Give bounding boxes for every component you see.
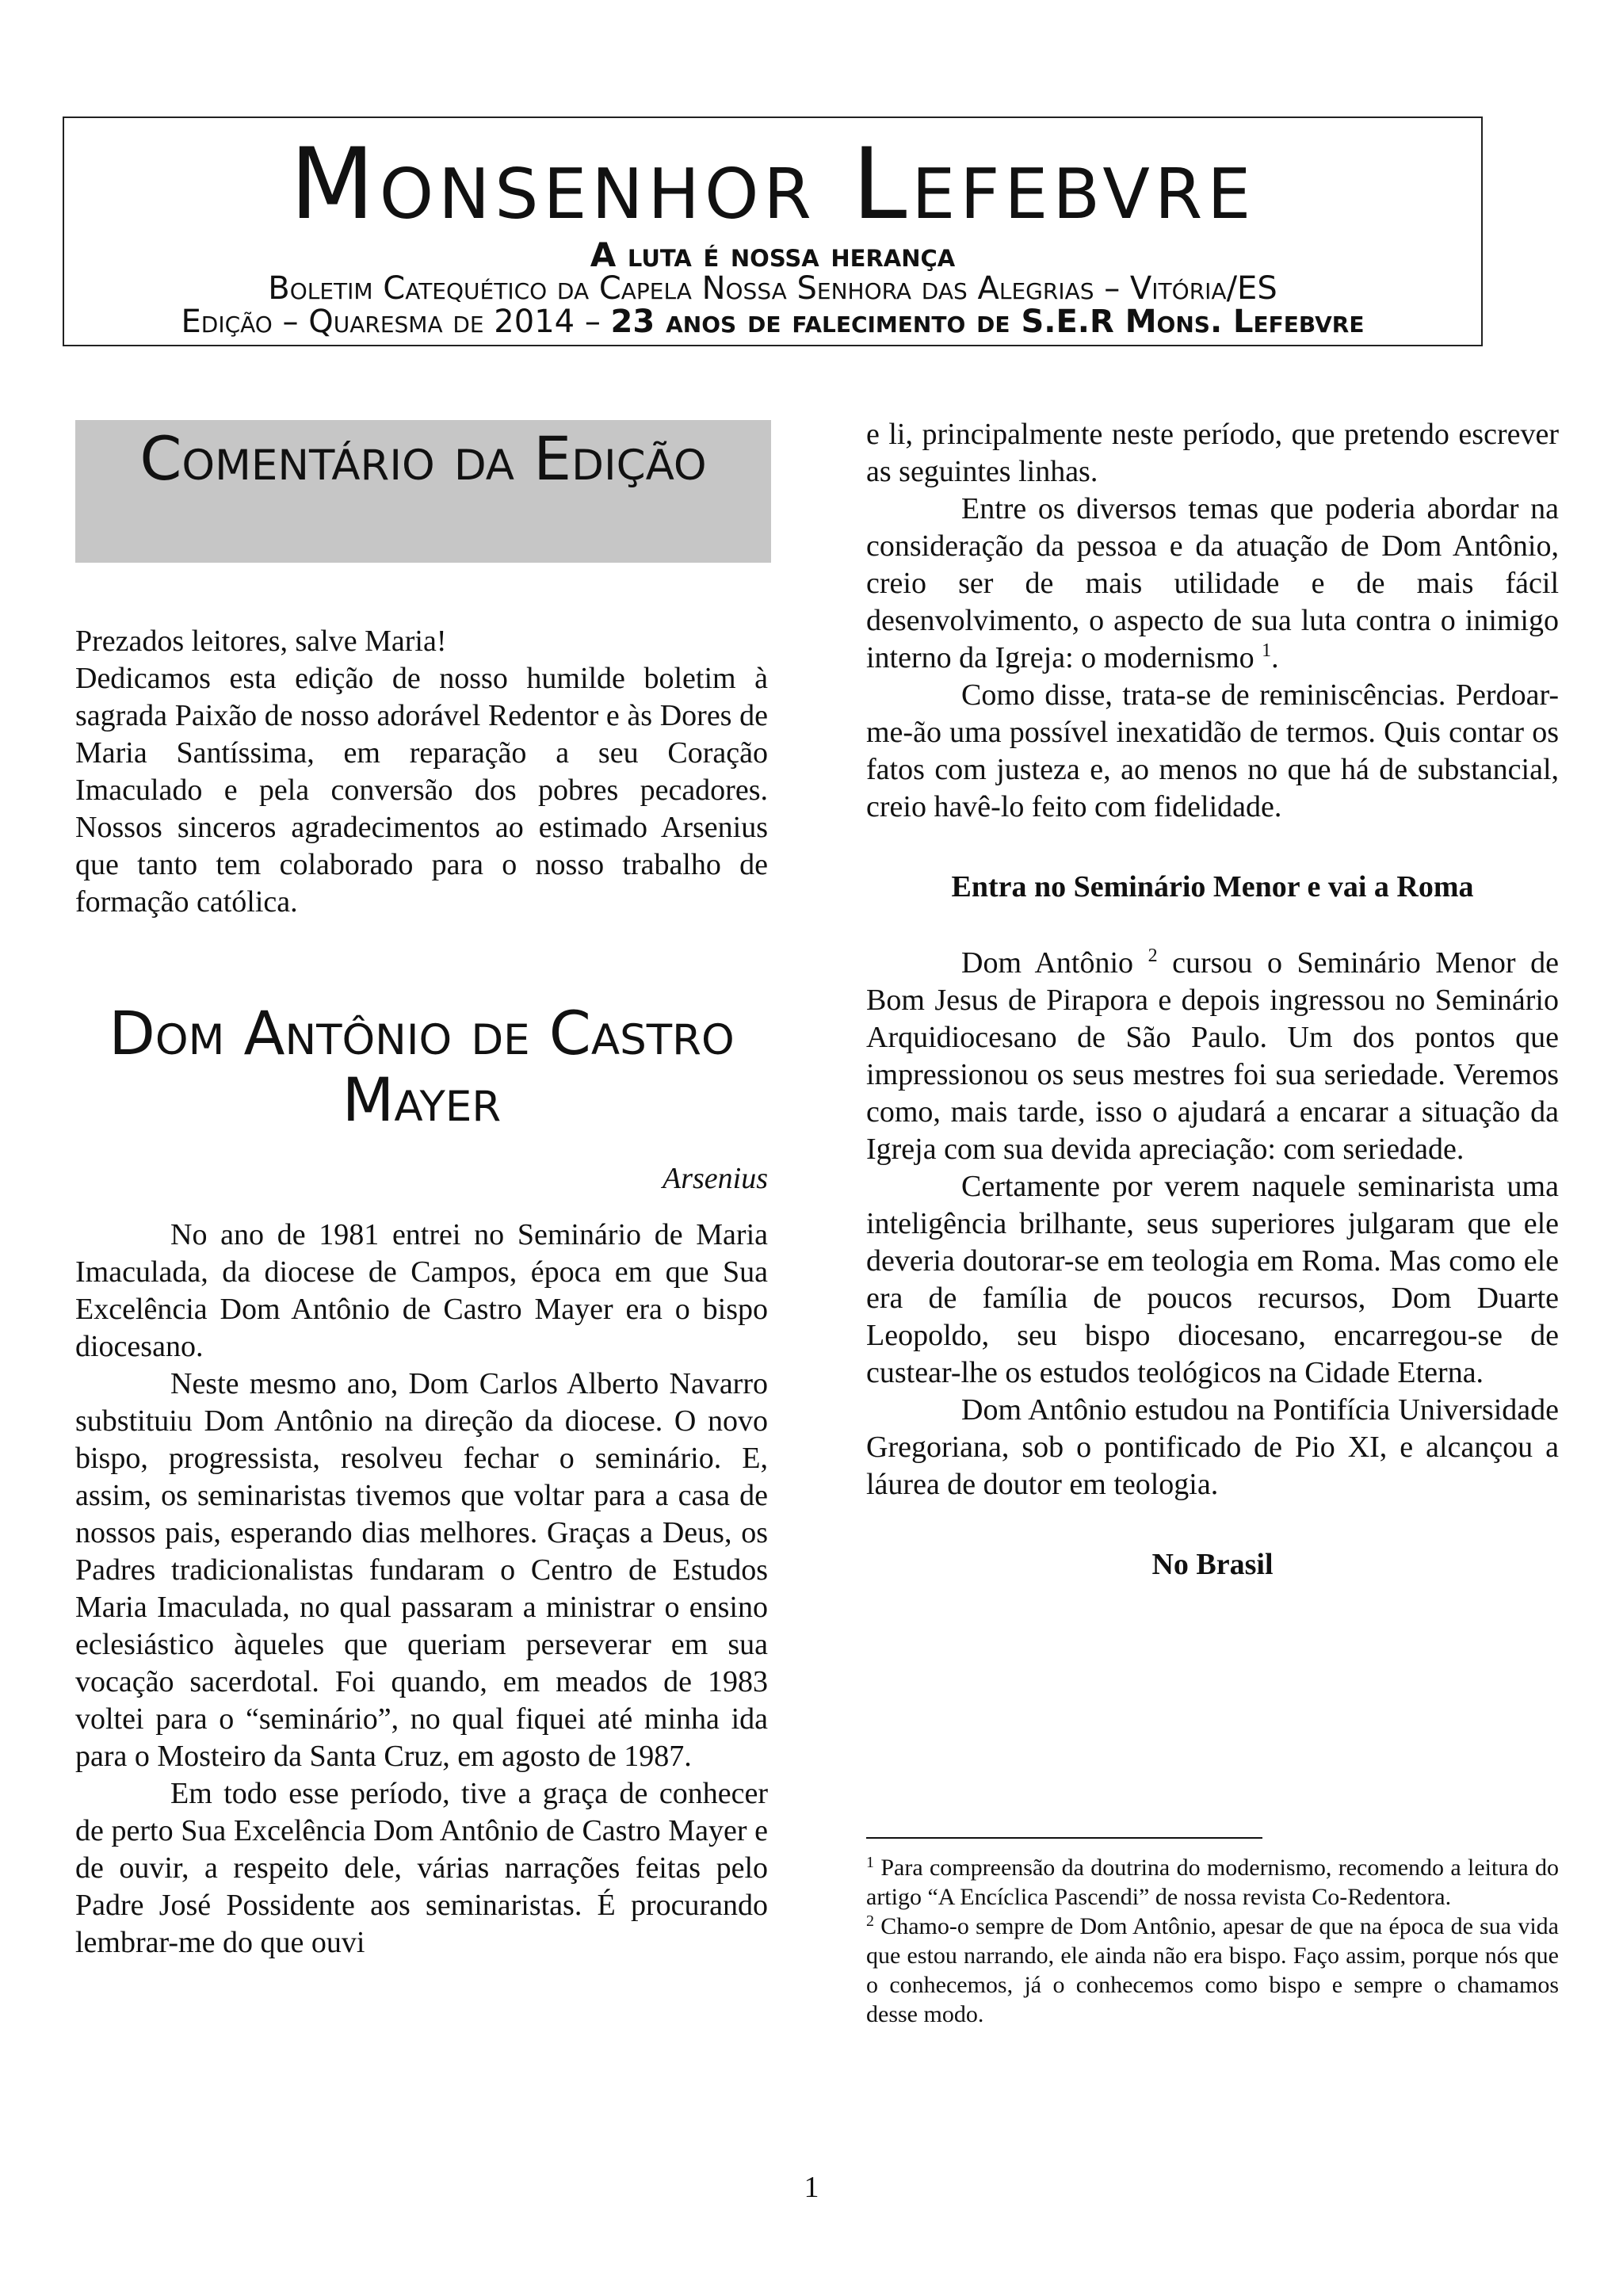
page-number: 1 <box>804 2171 819 2204</box>
bulletin-subtitle: Boletim Catequético da Capela Nossa Senhora das Alegrias – Vitória/ES <box>268 270 1277 307</box>
paragraph-end: . <box>1271 641 1279 674</box>
paragraph-start: Dom Antônio <box>961 946 1148 980</box>
seminary-paragraph-1 <box>866 945 1559 1168</box>
footnote-ref-1[interactable]: 1 <box>1262 640 1272 661</box>
paragraph-text: Entre os diversos temas que poderia abordar na consideração da pessoa e da atuação de Dom Antônio, creio ser de mais utilidade e de mais fácil desenvolvimento, o aspecto de sua luta contra o inimigo interno da Igreja: o modernismo <box>866 492 1559 674</box>
article-continuation: e li, principalmente neste período, que pretendo escrever as seguintes linhas. <box>866 418 1559 488</box>
masthead <box>63 117 1483 346</box>
paragraph-rest: cursou o Seminário Menor de Bom Jesus de Pirapora e depois ingressou no Seminário Arquidiocesano de São Paulo. Um dos pontos que impressionou os seus mestres foi sua seriedade. Veremos como, mais tarde, isso o ajudará a encarar a situação da Igreja com sua devida apreciação: com seriedade. <box>866 946 1559 1166</box>
edition-line <box>64 305 1481 338</box>
footnotes <box>866 1853 1559 2029</box>
left-column <box>75 420 768 1962</box>
footnote-1 <box>866 1853 1559 1912</box>
footnote-text: Chamo-o sempre de Dom Antônio, apesar de que na época de sua vida que estou narrando, ele ainda não era bispo. Faço assim, porque nós que o conhecemos, já o conhecemos como bispo e sempre o chamamos desse modo. <box>866 1913 1559 2027</box>
right-column <box>866 416 1559 1622</box>
article-author: Arsenius <box>663 1162 768 1195</box>
bulletin-title: Monsenhor Lefebvre <box>289 128 1256 242</box>
edition-prefix: Edição – Quaresma de 2014 – <box>181 304 611 340</box>
footnote-divider <box>866 1837 1262 1839</box>
footnote-ref-2[interactable]: 2 <box>1148 946 1158 966</box>
subheading-seminary: Entra no Seminário Menor e vai a Roma <box>951 870 1474 904</box>
seminary-paragraph-2: Certamente por verem naquele seminarista uma inteligência brilhante, seus superiores julgaram que ele deveria doutorar-se em teologia em Roma. Mas como ele era de família de poucos recursos, Dom Duarte Leopoldo, seu bispo diocesano, encarregou-se de custear-lhe os estudos teológicos na Cidade Eterna. <box>866 1170 1559 1389</box>
commentary-greeting: Prezados leitores, salve Maria! <box>75 625 447 658</box>
article-paragraph-3: Em todo esse período, tive a graça de conhecer de perto Sua Excelência Dom Antônio de Castro Mayer e de ouvir, a respeito dele, várias narrações feitas pelo Padre José Possidente aos seminaristas. É procurando lembrar-me do que ouvi <box>75 1777 768 1959</box>
footnote-number: 2 <box>866 1912 874 1930</box>
commentary-heading: Comentário da Edição <box>75 420 771 563</box>
edition-anniversary: 23 anos de falecimento de S.E.R Mons. Lefebvre <box>610 304 1365 340</box>
article-paragraph-reminiscences: Como disse, trata-se de reminiscências. Perdoar-me-ão uma possível inexatidão de termos. Quis contar os fatos com justeza e, ao menos no que há de substancial, creio havê-lo feito com fidelidade. <box>866 678 1559 823</box>
footnote-text: Para compreensão da doutrina do modernismo, recomendo a leitura do artigo “A Encíclica Pascendi” de nossa revista Co-Redentora. <box>866 1855 1559 1910</box>
footnote-number: 1 <box>866 1854 874 1871</box>
bulletin-motto: A luta é nossa herança <box>590 235 956 274</box>
article-paragraph-modernism <box>866 491 1559 677</box>
article-paragraph-1: No ano de 1981 entrei no Seminário de Maria Imaculada, da diocese de Campos, época em que Sua Excelência Dom Antônio de Castro Mayer era o bispo diocesano. <box>75 1218 768 1363</box>
footnote-2 <box>866 1912 1559 2029</box>
commentary-body: Dedicamos esta edição de nosso humilde boletim à sagrada Paixão de nosso adorável Redentor e às Dores de Maria Santíssima, em reparação a seu Coração Imaculado e pela conversão dos pobres pecadores. Nossos sinceros agradecimentos ao estimado Arsenius que tanto tem colaborado para o nosso trabalho de formação católica. <box>75 662 768 919</box>
article-paragraph-2: Neste mesmo ano, Dom Carlos Alberto Navarro substituiu Dom Antônio na direção da diocese. O novo bispo, progressista, resolveu fechar o seminário. E, assim, os seminaristas tivemos que voltar para a casa de nossos pais, esperando dias melhores. Graças a Deus, os Padres tradicionalistas fundaram o Centro de Estudos Maria Imaculada, no qual passaram a ministrar o ensino eclesiástico àqueles que queriam perseverar em sua vocação sacerdotal. Foi quando, em meados de 1983 voltei para o “seminário”, no qual fiquei até minha ida para o Mosteiro da Santa Cruz, em agosto de 1987. <box>75 1367 768 1773</box>
seminary-paragraph-3: Dom Antônio estudou na Pontifícia Universidade Gregoriana, sob o pontificado de Pio XI, e alcançou a láurea de doutor em teologia. <box>866 1393 1559 1501</box>
article-heading: Dom Antônio de Castro Mayer <box>109 998 735 1135</box>
subheading-brazil: No Brasil <box>1151 1548 1274 1581</box>
